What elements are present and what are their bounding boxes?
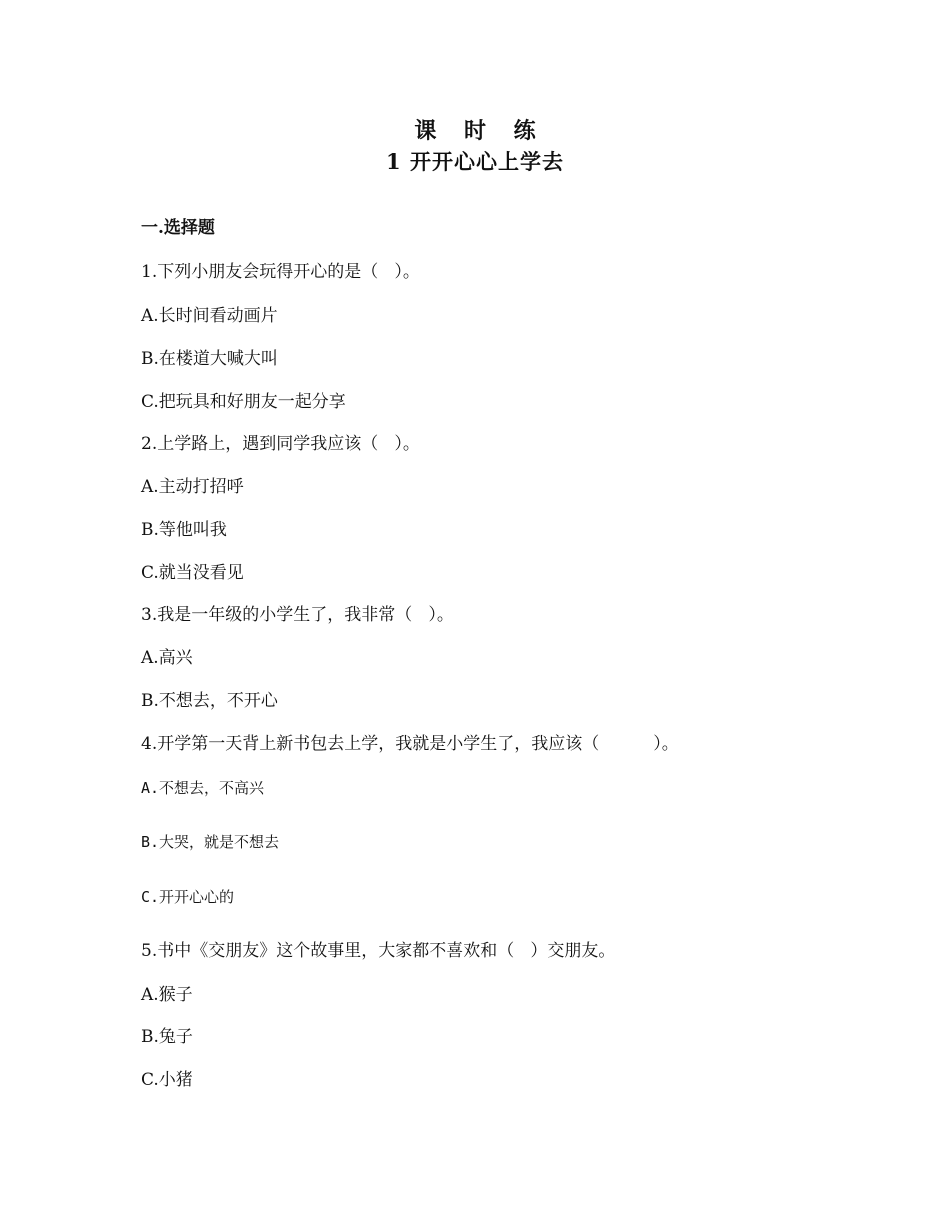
question-4: 4.开学第一天背上新书包去上学，我就是小学生了，我应该（ ）。 (141, 734, 679, 754)
option-3a: A.高兴 (141, 648, 193, 668)
option-4a: A.不想去，不高兴 (141, 779, 265, 797)
document-title: 课 时 练 (414, 118, 546, 144)
option-2a: A.主动打招呼 (141, 477, 244, 497)
option-5a: A.猴子 (141, 985, 193, 1005)
question-1: 1.下列小朋友会玩得开心的是（ ）。 (141, 262, 420, 282)
option-2c: C.就当没看见 (141, 563, 244, 583)
option-1c: C.把玩具和好朋友一起分享 (141, 392, 346, 412)
question-3: 3.我是一年级的小学生了，我非常（ ）。 (141, 605, 454, 625)
option-5b: B.兔子 (141, 1027, 193, 1047)
lesson-title: 1 开开心心上学去 (386, 149, 564, 174)
option-1a: A.长时间看动画片 (141, 306, 278, 326)
question-2: 2.上学路上，遇到同学我应该（ ）。 (141, 434, 420, 454)
option-5c: C.小猪 (141, 1070, 193, 1090)
option-2b: B.等他叫我 (141, 520, 227, 540)
question-5: 5.书中《交朋友》这个故事里，大家都不喜欢和（ ）交朋友。 (141, 941, 616, 961)
option-1b: B.在楼道大喊大叫 (141, 349, 278, 369)
section-heading: 一.选择题 (141, 218, 215, 238)
option-4c: C.开开心心的 (141, 888, 235, 906)
option-3b: B.不想去，不开心 (141, 691, 278, 711)
option-4b: B.大哭，就是不想去 (141, 833, 280, 851)
